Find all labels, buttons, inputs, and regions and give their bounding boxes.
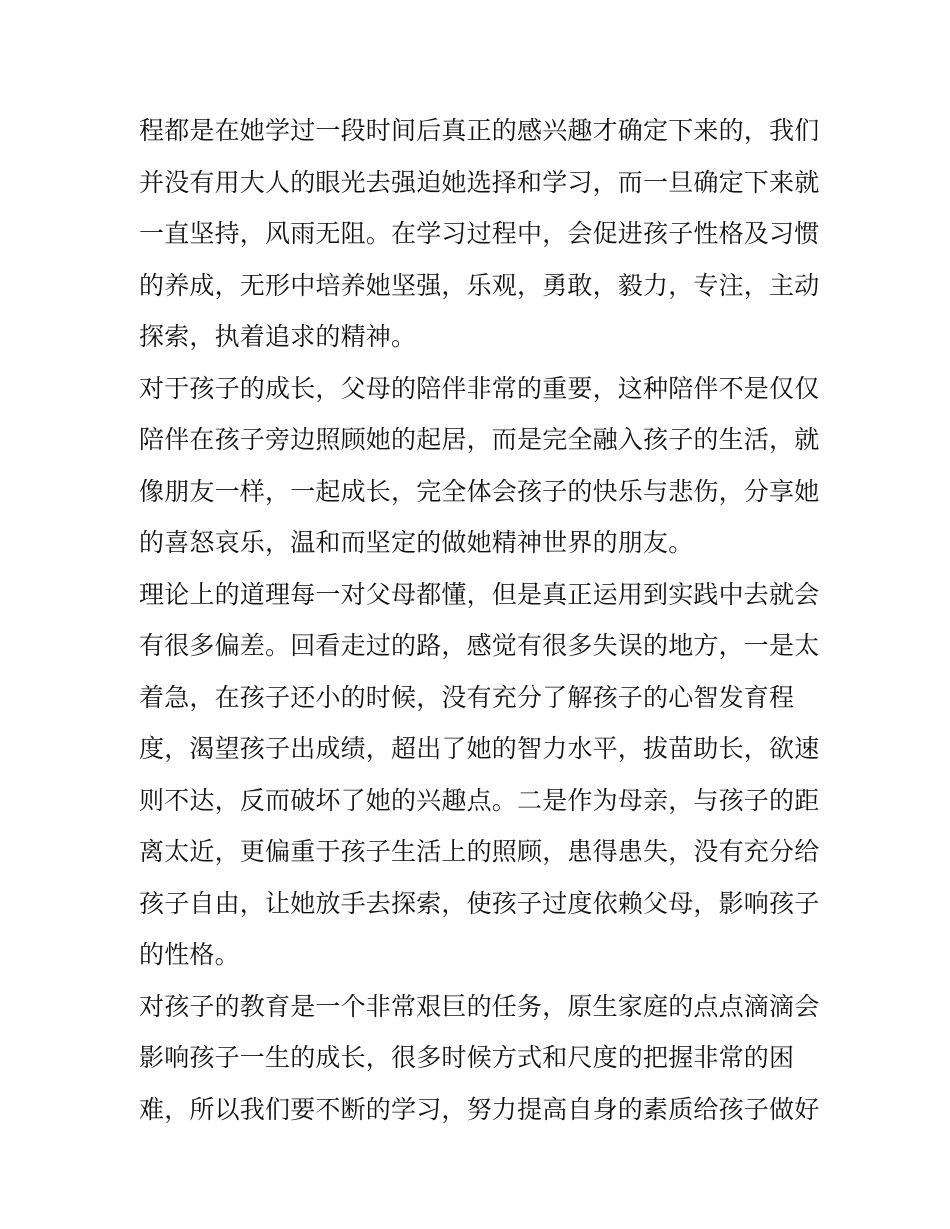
text-line: 陪伴在孩子旁边照顾她的起居，而是完全融入孩子的生活，就	[139, 425, 820, 454]
text-line: 对孩子的教育是一个非常艰巨的任务，原生家庭的点点滴滴会	[139, 991, 820, 1021]
text-line: 着急，在孩子还小的时候，没有充分了解孩子的心智发育程	[139, 682, 795, 712]
text-line: 并没有用大人的眼光去强迫她选择和学习，而一旦确定下来就	[139, 167, 820, 197]
document-body	[139, 105, 829, 1135]
text-line: 程都是在她学过一段时间后真正的感兴趣才确定下来的，我们	[139, 116, 820, 145]
text-line: 对于孩子的成长，父母的陪伴非常的重要，这种陪伴不是仅仅	[139, 373, 820, 403]
text-line: 像朋友一样，一起成长，完全体会孩子的快乐与悲伤，分享她	[139, 476, 820, 506]
text-line: 难，所以我们要不断的学习，努力提高自身的素质给孩子做好	[139, 1094, 820, 1124]
text-line: 孩子自由，让她放手去探索，使孩子过度依赖父母，影响孩子	[139, 888, 820, 918]
text-line: 则不达，反而破坏了她的兴趣点。二是作为母亲，与孩子的距	[139, 785, 820, 815]
text-line: 离太近，更偏重于孩子生活上的照顾，患得患失，没有充分给	[139, 837, 820, 866]
text-line: 一直坚持，风雨无阻。在学习过程中，会促进孩子性格及习惯	[139, 219, 820, 248]
text-line: 度，渴望孩子出成绩，超出了她的智力水平，拔苗助长，欲速	[139, 734, 820, 763]
text-line: 的喜怒哀乐，温和而坚定的做她精神世界的朋友。	[139, 528, 694, 557]
text-line: 探索，执着追求的精神。	[139, 322, 417, 351]
text-line: 理论上的道理每一对父母都懂，但是真正运用到实践中去就会	[139, 579, 820, 609]
text-line: 影响孩子一生的成长，很多时候方式和尺度的把握非常的困	[139, 1043, 795, 1072]
text-line: 的性格。	[139, 940, 240, 969]
text-line: 的养成，无形中培养她坚强，乐观，勇敢，毅力，专注，主动	[139, 270, 820, 300]
text-line: 有很多偏差。回看走过的路，感觉有很多失误的地方，一是太	[139, 631, 820, 660]
